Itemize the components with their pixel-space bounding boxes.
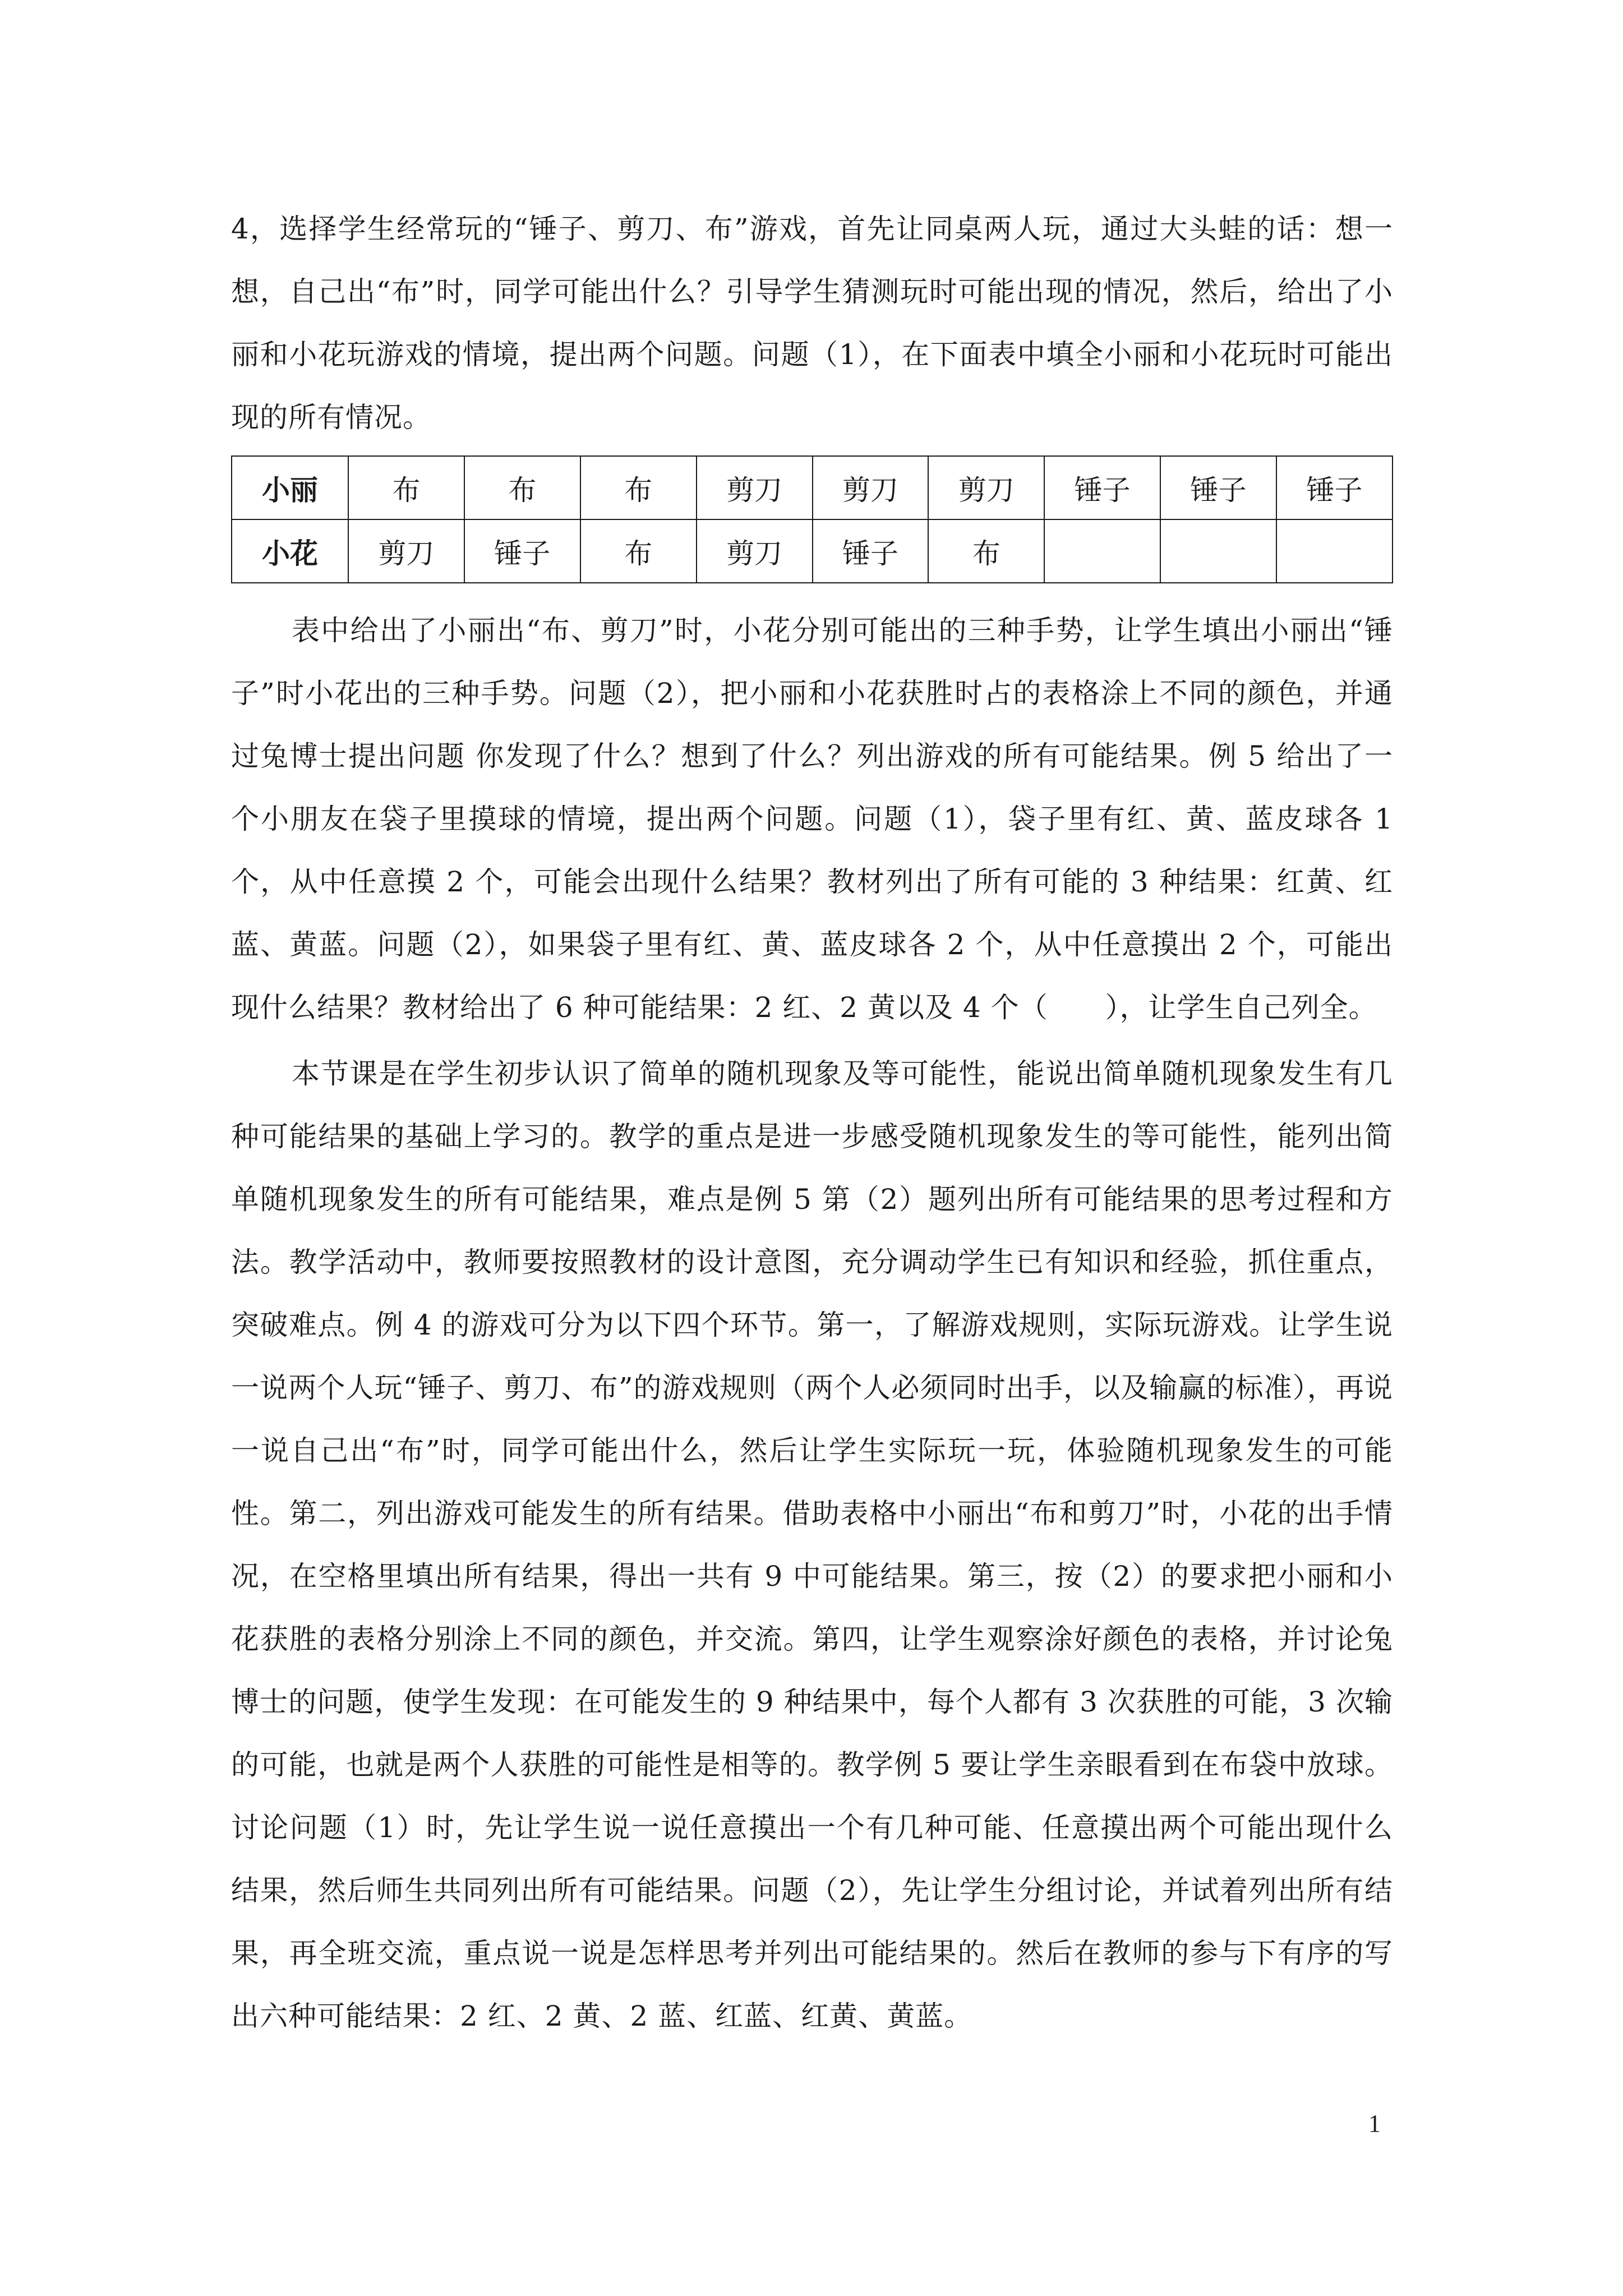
game-results-table [231,455,1393,583]
table-cell: 布 [464,456,580,519]
table-cell: 剪刀 [697,456,813,519]
table-cell: 剪刀 [928,456,1044,519]
paragraph-teaching-notes: 本节课是在学生初步认识了简单的随机现象及等可能性，能说出简单随机现象发生有几种可能结果的基础上学习的。教学的重点是进一步感受随机现象发生的等可能性，能列出简单随机现象发生的所有可能结果，难点是例 5 第（2）题列出所有可能结果的思考过程和方法。教学活动中，教师要按照教材的设计意图，充分调动学生已有知识和经验，抓住重点，突破难点。例 4 的游戏可分为以下四个环节。第一，了解游戏规则，实际玩游戏。让学生说一说两个人玩“锤子、剪刀、布”的游戏规则（两个人必须同时出手，以及输赢的标准），再说一说自己出“布”时，同学可能出什么，然后让学生实际玩一玩，体验随机现象发生的可能性。第二，列出游戏可能发生的所有结果。借助表格中小丽出“布和剪刀”时，小花的出手情况，在空格里填出所有结果，得出一共有 9 中可能结果。第三，按（2）的要求把小丽和小花获胜的表格分别涂上不同的颜色，并交流。第四，让学生观察涂好颜色的表格，并讨论兔博士的问题，使学生发现：在可能发生的 9 种结果中，每个人都有 3 次获胜的可能，3 次输的可能，也就是两个人获胜的可能性是相等的。教学例 5 要让学生亲眼看到在布袋中放球。讨论问题（1）时，先让学生说一说任意摸出一个有几种可能、任意摸出两个可能出现什么结果，然后师生共同列出所有可能结果。问题（2），先让学生分组讨论，并试着列出所有结果，再全班交流，重点说一说是怎样思考并列出可能结果的。然后在教师的参与下有序的写出六种可能结果：2 红、2 黄、2 蓝、红蓝、红黄、黄蓝。 [231,1057,1393,2032]
table-cell-empty [1276,519,1393,583]
table-cell: 剪刀 [697,519,813,583]
row-header-xiaoli: 小丽 [232,456,348,519]
row-header-xiaohua: 小花 [232,519,348,583]
table-cell: 锤子 [1044,456,1160,519]
table-cell: 锤子 [1160,456,1276,519]
table-cell: 锤子 [1276,456,1393,519]
paragraph-table-explanation: 表中给出了小丽出“布、剪刀”时，小花分别可能出的三种手势，让学生填出小丽出“锤子”时小花出的三种手势。问题（2），把小丽和小花获胜时占的表格涂上不同的颜色，并通过兔博士提出问题 你发现了什么？想到了什么？列出游戏的所有可能结果。例 5 给出了一个小朋友在袋子里摸球的情境，提出两个问题。问题（1），袋子里有红、黄、蓝皮球各 1 个，从中任意摸 2 个，可能会出现什么结果？教材列出了所有可能的 3 种结果：红黄、红蓝、黄蓝。问题（2），如果袋子里有红、黄、蓝皮球各 2 个，从中任意摸出 2 个，可能出现什么结果？教材给出了 6 种可能结果：2 红、2 黄以及 4 个（ ），让学生自己列全。 [231,614,1393,1024]
table-cell: 锤子 [464,519,580,583]
page-number: 1 [1368,2110,1381,2137]
table-cell: 布 [348,456,464,519]
table-cell: 布 [580,456,697,519]
paragraph-intro: 4，选择学生经常玩的“锤子、剪刀、布”游戏，首先让同桌两人玩，通过大头蛙的话：想一想，自己出“布”时，同学可能出什么？引导学生猜测玩时可能出现的情况，然后，给出了小丽和小花玩游戏的情境，提出两个问题。问题（1），在下面表中填全小丽和小花玩时可能出现的所有情况。 [231,213,1393,434]
table-row-xiaoli [232,456,1393,519]
table-cell: 布 [580,519,697,583]
table-row-xiaohua [232,519,1393,583]
table-cell: 剪刀 [348,519,464,583]
table-cell-empty [1044,519,1160,583]
table-cell: 锤子 [813,519,929,583]
table-cell: 剪刀 [813,456,929,519]
table-cell: 布 [928,519,1044,583]
table-cell-empty [1160,519,1276,583]
